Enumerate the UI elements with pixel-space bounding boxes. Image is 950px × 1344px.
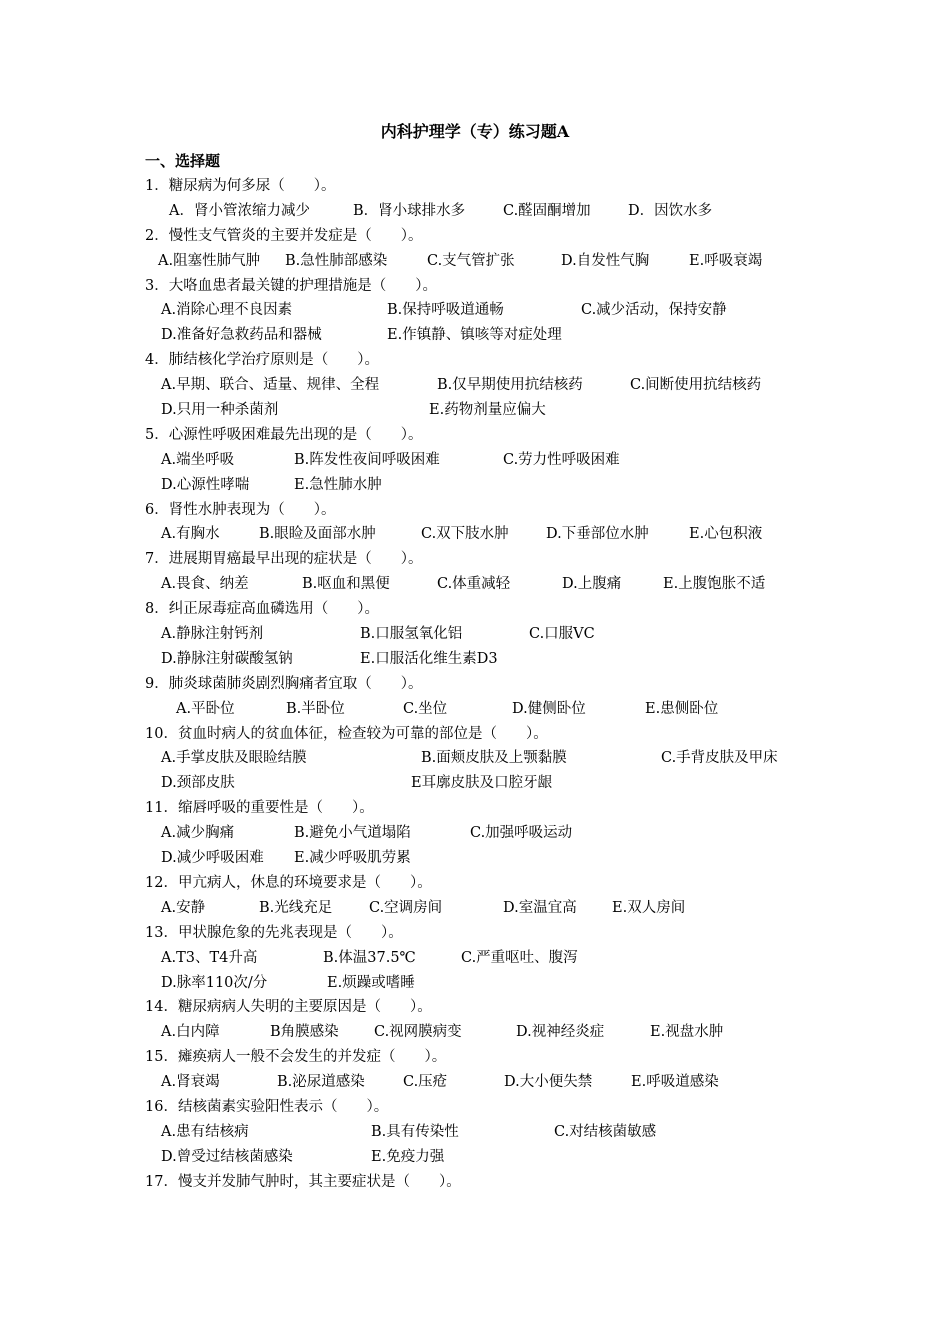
document-title: 内科护理学（专）练习题A bbox=[380, 122, 570, 141]
question-stem: 4．肺结核化学治疗原则是（ ）。 bbox=[145, 352, 379, 369]
question-stem: 16．结核菌素实验阳性表示（ ）。 bbox=[145, 1098, 389, 1115]
answer-option: D.上腹痛 bbox=[562, 576, 622, 593]
question-item bbox=[145, 224, 845, 274]
answer-option: A.T3、T4升高 bbox=[161, 949, 258, 966]
question-stem: 10．贫血时病人的贫血体征，检查较为可靠的部位是（ ）。 bbox=[145, 725, 548, 742]
answer-option: B.仅早期使用抗结核药 bbox=[437, 377, 583, 394]
answer-option: B.面颊皮肤及上颚黏膜 bbox=[421, 750, 567, 767]
question-item bbox=[145, 1045, 845, 1095]
question-stem: 5．心源性呼吸困难最先出现的是（ ）。 bbox=[145, 426, 423, 443]
answer-option: B．肾小球排水多 bbox=[353, 202, 466, 219]
question-stem: 15．瘫痪病人一般不会发生的并发症（ ）。 bbox=[145, 1049, 447, 1066]
answer-option: D.视神经炎症 bbox=[516, 1024, 605, 1041]
answer-option: A.消除心理不良因素 bbox=[161, 302, 293, 319]
answer-option: B.眼睑及面部水肿 bbox=[259, 526, 376, 543]
option-row bbox=[145, 398, 845, 423]
answer-option: A.肾衰竭 bbox=[161, 1074, 220, 1091]
answer-option: D.心源性哮喘 bbox=[161, 476, 250, 493]
option-row bbox=[145, 199, 845, 224]
answer-option: D.下垂部位水肿 bbox=[546, 526, 649, 543]
question-item bbox=[145, 498, 845, 548]
option-row bbox=[145, 622, 845, 647]
option-row bbox=[145, 249, 845, 274]
question-stem: 12．甲亢病人，休息的环境要求是（ ）。 bbox=[145, 874, 432, 891]
option-row bbox=[145, 746, 845, 771]
answer-option: D．因饮水多 bbox=[628, 202, 713, 219]
answer-option: A.阻塞性肺气肿 bbox=[158, 252, 261, 269]
answer-option: C.体重减轻 bbox=[437, 576, 511, 593]
answer-option: B.体温37.5℃ bbox=[323, 949, 416, 966]
answer-option: C.坐位 bbox=[403, 700, 448, 717]
question-item bbox=[145, 597, 845, 672]
answer-option: D.只用一种杀菌剂 bbox=[161, 402, 279, 419]
question-stem: 7．进展期胃癌最早出现的症状是（ ）。 bbox=[145, 551, 423, 568]
answer-option: E.减少呼吸肌劳累 bbox=[294, 850, 411, 867]
answer-option: A.畏食、纳差 bbox=[161, 576, 249, 593]
answer-option: A.早期、联合、适量、规律、全程 bbox=[161, 377, 380, 394]
answer-option: B.急性肺部感染 bbox=[285, 252, 388, 269]
answer-option: B.阵发性夜间呼吸困难 bbox=[294, 451, 440, 468]
answer-option: A.端坐呼吸 bbox=[161, 451, 235, 468]
answer-option: A.减少胸痛 bbox=[161, 825, 235, 842]
question-item bbox=[145, 547, 845, 597]
question-item bbox=[145, 1170, 845, 1195]
answer-option: C.减少活动，保持安静 bbox=[581, 302, 727, 319]
answer-option: C.支气管扩张 bbox=[427, 252, 515, 269]
option-row bbox=[145, 1070, 845, 1095]
answer-option: C.严重呕吐、腹泻 bbox=[461, 949, 578, 966]
answer-option: E.呼吸道感染 bbox=[631, 1074, 719, 1091]
answer-option: C.口服VC bbox=[529, 626, 595, 643]
answer-option: D.静脉注射碳酸氢钠 bbox=[161, 650, 293, 667]
answer-option: E.急性肺水肿 bbox=[294, 476, 382, 493]
answer-option: D.健侧卧位 bbox=[512, 700, 586, 717]
answer-option: D.准备好急救药品和器械 bbox=[161, 327, 322, 344]
answer-option: B.泌尿道感染 bbox=[277, 1074, 365, 1091]
answer-option: C.劳力性呼吸困难 bbox=[503, 451, 620, 468]
option-row bbox=[145, 1120, 845, 1145]
answer-option: B.呕血和黑便 bbox=[302, 576, 390, 593]
question-item bbox=[145, 921, 845, 996]
answer-option: C.双下肢水肿 bbox=[421, 526, 509, 543]
question-stem: 9．肺炎球菌肺炎剧烈胸痛者宜取（ ）。 bbox=[145, 675, 423, 692]
answer-option: D.大小便失禁 bbox=[504, 1074, 593, 1091]
answer-option: E.上腹饱胀不适 bbox=[663, 576, 766, 593]
question-item bbox=[145, 348, 845, 423]
answer-option: E.心包积液 bbox=[689, 526, 763, 543]
answer-option: C.手背皮肤及甲床 bbox=[661, 750, 778, 767]
option-row bbox=[145, 896, 845, 921]
answer-option: E.呼吸衰竭 bbox=[689, 252, 763, 269]
question-item bbox=[145, 796, 845, 871]
question-stem: 11．缩唇呼吸的重要性是（ ）。 bbox=[145, 800, 374, 817]
answer-option: E.作镇静、镇咳等对症处理 bbox=[387, 327, 562, 344]
question-stem: 13．甲状腺危象的先兆表现是（ ）。 bbox=[145, 924, 403, 941]
option-row bbox=[145, 647, 845, 672]
answer-option: E.双人房间 bbox=[612, 899, 686, 916]
question-stem: 6．肾性水肿表现为（ ）。 bbox=[145, 501, 336, 518]
answer-option: C.间断使用抗结核药 bbox=[630, 377, 762, 394]
answer-option: D.曾受过结核菌感染 bbox=[161, 1148, 293, 1165]
option-row bbox=[145, 373, 845, 398]
answer-option: A.安静 bbox=[161, 899, 206, 916]
option-row bbox=[145, 821, 845, 846]
option-row bbox=[145, 1145, 845, 1170]
option-row bbox=[145, 971, 845, 996]
answer-option: C.加强呼吸运动 bbox=[470, 825, 573, 842]
answer-option: E.药物剂量应偏大 bbox=[429, 402, 546, 419]
option-row bbox=[145, 323, 845, 348]
option-row bbox=[145, 1020, 845, 1045]
answer-option: B.光线充足 bbox=[259, 899, 333, 916]
option-row bbox=[145, 771, 845, 796]
answer-option: A.手掌皮肤及眼睑结膜 bbox=[161, 750, 307, 767]
answer-option: A.患有结核病 bbox=[161, 1123, 249, 1140]
section-heading: 一、选择题 bbox=[145, 152, 221, 170]
answer-option: B角膜感染 bbox=[270, 1024, 339, 1041]
answer-option: A.白内障 bbox=[161, 1024, 220, 1041]
question-item bbox=[145, 672, 845, 722]
question-item bbox=[145, 174, 845, 224]
question-stem: 8．纠正尿毒症高血磷选用（ ）。 bbox=[145, 601, 379, 618]
answer-option: D.减少呼吸困难 bbox=[161, 850, 264, 867]
answer-option: A.静脉注射钙剂 bbox=[161, 626, 264, 643]
question-item bbox=[145, 995, 845, 1045]
answer-option: E.免疫力强 bbox=[371, 1148, 445, 1165]
option-row bbox=[145, 697, 845, 722]
answer-option: A．肾小管浓缩力减少 bbox=[169, 202, 310, 219]
answer-option: E.烦躁或嗜睡 bbox=[327, 974, 415, 991]
question-stem: 1．糖尿病为何多尿（ ）。 bbox=[145, 178, 336, 194]
question-stem: 14．糖尿病病人失明的主要原因是（ ）。 bbox=[145, 999, 432, 1016]
question-item bbox=[145, 722, 845, 797]
option-row bbox=[145, 846, 845, 871]
answer-option: B.保持呼吸道通畅 bbox=[387, 302, 504, 319]
answer-option: D.颈部皮肤 bbox=[161, 775, 235, 792]
answer-option: C.视网膜病变 bbox=[374, 1024, 462, 1041]
question-item bbox=[145, 1095, 845, 1170]
option-row bbox=[145, 572, 845, 597]
question-stem: 2．慢性支气管炎的主要并发症是（ ）。 bbox=[145, 227, 423, 244]
answer-option: B.口服氢氧化铝 bbox=[360, 626, 463, 643]
answer-option: B.半卧位 bbox=[286, 700, 345, 717]
answer-option: B.具有传染性 bbox=[371, 1123, 459, 1140]
answer-option: D.室温宜高 bbox=[503, 899, 577, 916]
answer-option: E.患侧卧位 bbox=[645, 700, 719, 717]
answer-option: E.视盘水肿 bbox=[650, 1024, 724, 1041]
question-list bbox=[145, 174, 845, 1195]
answer-option: A.有胸水 bbox=[161, 526, 220, 543]
question-stem: 3．大咯血患者最关键的护理措施是（ ）。 bbox=[145, 277, 437, 294]
answer-option: C.空调房间 bbox=[369, 899, 443, 916]
answer-option: C.对结核菌敏感 bbox=[554, 1123, 657, 1140]
answer-option: A.平卧位 bbox=[176, 700, 235, 717]
option-row bbox=[145, 473, 845, 498]
answer-option: E.口服活化维生素D3 bbox=[360, 650, 498, 667]
answer-option: C.醛固酮增加 bbox=[503, 202, 591, 219]
question-item bbox=[145, 871, 845, 921]
option-row bbox=[145, 946, 845, 971]
answer-option: C.压疮 bbox=[403, 1074, 448, 1091]
question-item bbox=[145, 274, 845, 349]
answer-option: D.自发性气胸 bbox=[561, 252, 650, 269]
option-row bbox=[145, 448, 845, 473]
question-stem: 17．慢支并发肺气肿时，其主要症状是（ ）。 bbox=[145, 1173, 461, 1190]
option-row bbox=[145, 522, 845, 547]
answer-option: E耳廓皮肤及口腔牙龈 bbox=[411, 775, 553, 792]
option-row bbox=[145, 298, 845, 323]
answer-option: B.避免小气道塌陷 bbox=[294, 825, 411, 842]
question-item bbox=[145, 423, 845, 498]
answer-option: D.脉率110次/分 bbox=[161, 974, 268, 991]
